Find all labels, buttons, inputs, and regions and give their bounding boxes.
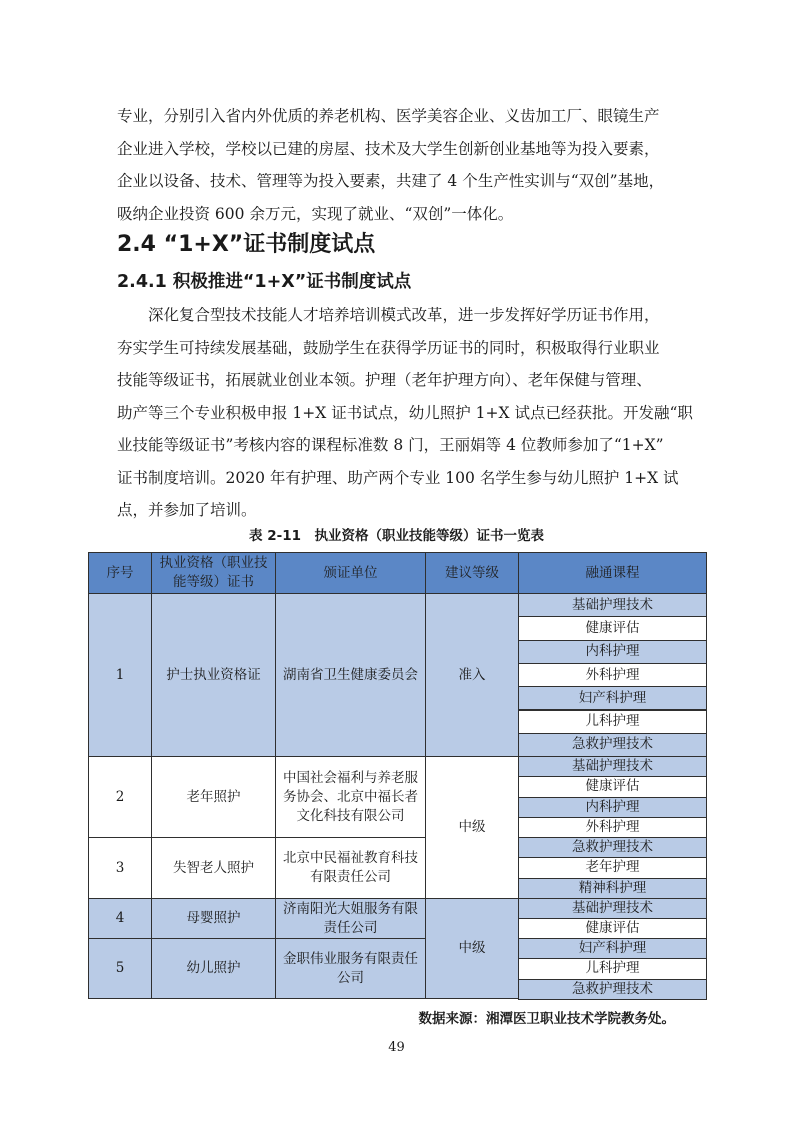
paragraph-line: 夯实学生可持续发展基础，鼓励学生在获得学历证书的同时，积极取得行业职业: [117, 338, 660, 357]
paragraph-line: 吸纳企业投资 600 余万元，实现了就业、“双创”一体化。: [117, 204, 514, 223]
course-cell: 外科护理: [518, 663, 707, 687]
course-cell: 儿科护理: [518, 710, 707, 734]
course-cell: 妇产科护理: [518, 686, 707, 710]
course-cell: 精神科护理: [518, 878, 707, 899]
course-cell: 老年护理: [518, 857, 707, 878]
course-cell: 儿科护理: [518, 958, 707, 979]
course-cell: 基础护理技术: [518, 756, 707, 777]
page-number: 49: [388, 1040, 405, 1055]
paragraph-intro: [117, 100, 677, 230]
certificate-table: [88, 552, 707, 999]
row-no: 5: [88, 938, 152, 999]
row-level: 中级: [425, 756, 519, 899]
course-cell: 基础护理技术: [518, 593, 707, 617]
row-level: 中级: [425, 898, 519, 999]
course-cell: 急救护理技术: [518, 837, 707, 858]
row-certificate: 母婴照护: [151, 898, 276, 939]
header-level: 建议等级: [425, 552, 519, 594]
row-no: 2: [88, 756, 152, 838]
row-no: 1: [88, 593, 152, 757]
header-certificate: 执业资格（职业技能等级）证书: [151, 552, 276, 594]
section-heading-2-4: 2.4 “1+X”证书制度试点: [117, 232, 376, 257]
table-caption: 表 2-11 执业资格（职业技能等级）证书一览表: [249, 528, 544, 544]
row-issuer: 湖南省卫生健康委员会: [275, 593, 426, 757]
row-level: 准入: [425, 593, 519, 757]
paragraph-line: 企业进入学校，学校以已建的房屋、技术及大学生创新创业基地等为投入要素，: [117, 139, 660, 158]
paragraph-line: 深化复合型技术技能人才培养培训模式改革，进一步发挥好学历证书作用，: [148, 306, 660, 324]
row-issuer: 济南阳光大姐服务有限责任公司: [275, 898, 426, 939]
paragraph-line: 助产等三个专业积极申报 1+X 证书试点，幼儿照护 1+X 试点已经获批。开发融“职: [117, 403, 693, 422]
row-issuer: 北京中民福祉教育科技有限责任公司: [275, 837, 426, 899]
paragraph-line: 技能等级证书，拓展就业创业本领。护理（老年护理方向）、老年保健与管理、: [117, 371, 652, 389]
paragraph-line: 专业，分别引入省内外优质的养老机构、医学美容企业、义齿加工厂、眼镜生产: [117, 107, 660, 125]
paragraph-1x-certificate: [117, 299, 693, 527]
row-issuer: 中国社会福利与养老服务协会、北京中福长者文化科技有限公司: [275, 756, 426, 838]
course-cell: 健康评估: [518, 918, 707, 939]
row-no: 4: [88, 898, 152, 939]
header-courses: 融通课程: [518, 552, 707, 594]
course-cell: 健康评估: [518, 776, 707, 797]
row-certificate: 护士执业资格证: [151, 593, 276, 757]
row-certificate: 老年照护: [151, 756, 276, 838]
paragraph-line: 证书制度培训。2020 年有护理、助产两个专业 100 名学生参与幼儿照护 1+X 试: [117, 468, 679, 487]
row-certificate: 幼儿照护: [151, 938, 276, 999]
row-no: 3: [88, 837, 152, 899]
data-source-note: 数据来源：湘潭医卫职业技术学院教务处。: [418, 1011, 675, 1027]
paragraph-line: 业技能等级证书”考核内容的课程标准数 8 门，王丽娟等 4 位教师参加了“1+X”: [117, 436, 664, 454]
course-cell: 内科护理: [518, 640, 707, 664]
course-cell: 急救护理技术: [518, 733, 707, 757]
course-cell: 基础护理技术: [518, 898, 707, 919]
course-cell: 急救护理技术: [518, 979, 707, 1000]
section-heading-2-4-1: 2.4.1 积极推进“1+X”证书制度试点: [117, 272, 412, 292]
paragraph-line: 企业以设备、技术、管理等为投入要素，共建了 4 个生产性实训与“双创”基地，: [117, 172, 665, 190]
course-cell: 妇产科护理: [518, 938, 707, 959]
header-no: 序号: [88, 552, 152, 594]
header-issuer: 颁证单位: [275, 552, 426, 594]
row-issuer: 金职伟业服务有限责任公司: [275, 938, 426, 999]
course-cell: 外科护理: [518, 817, 707, 838]
course-cell: 内科护理: [518, 797, 707, 818]
paragraph-line: 点，并参加了培训。: [117, 501, 257, 519]
course-cell: 健康评估: [518, 616, 707, 640]
row-certificate: 失智老人照护: [151, 837, 276, 899]
